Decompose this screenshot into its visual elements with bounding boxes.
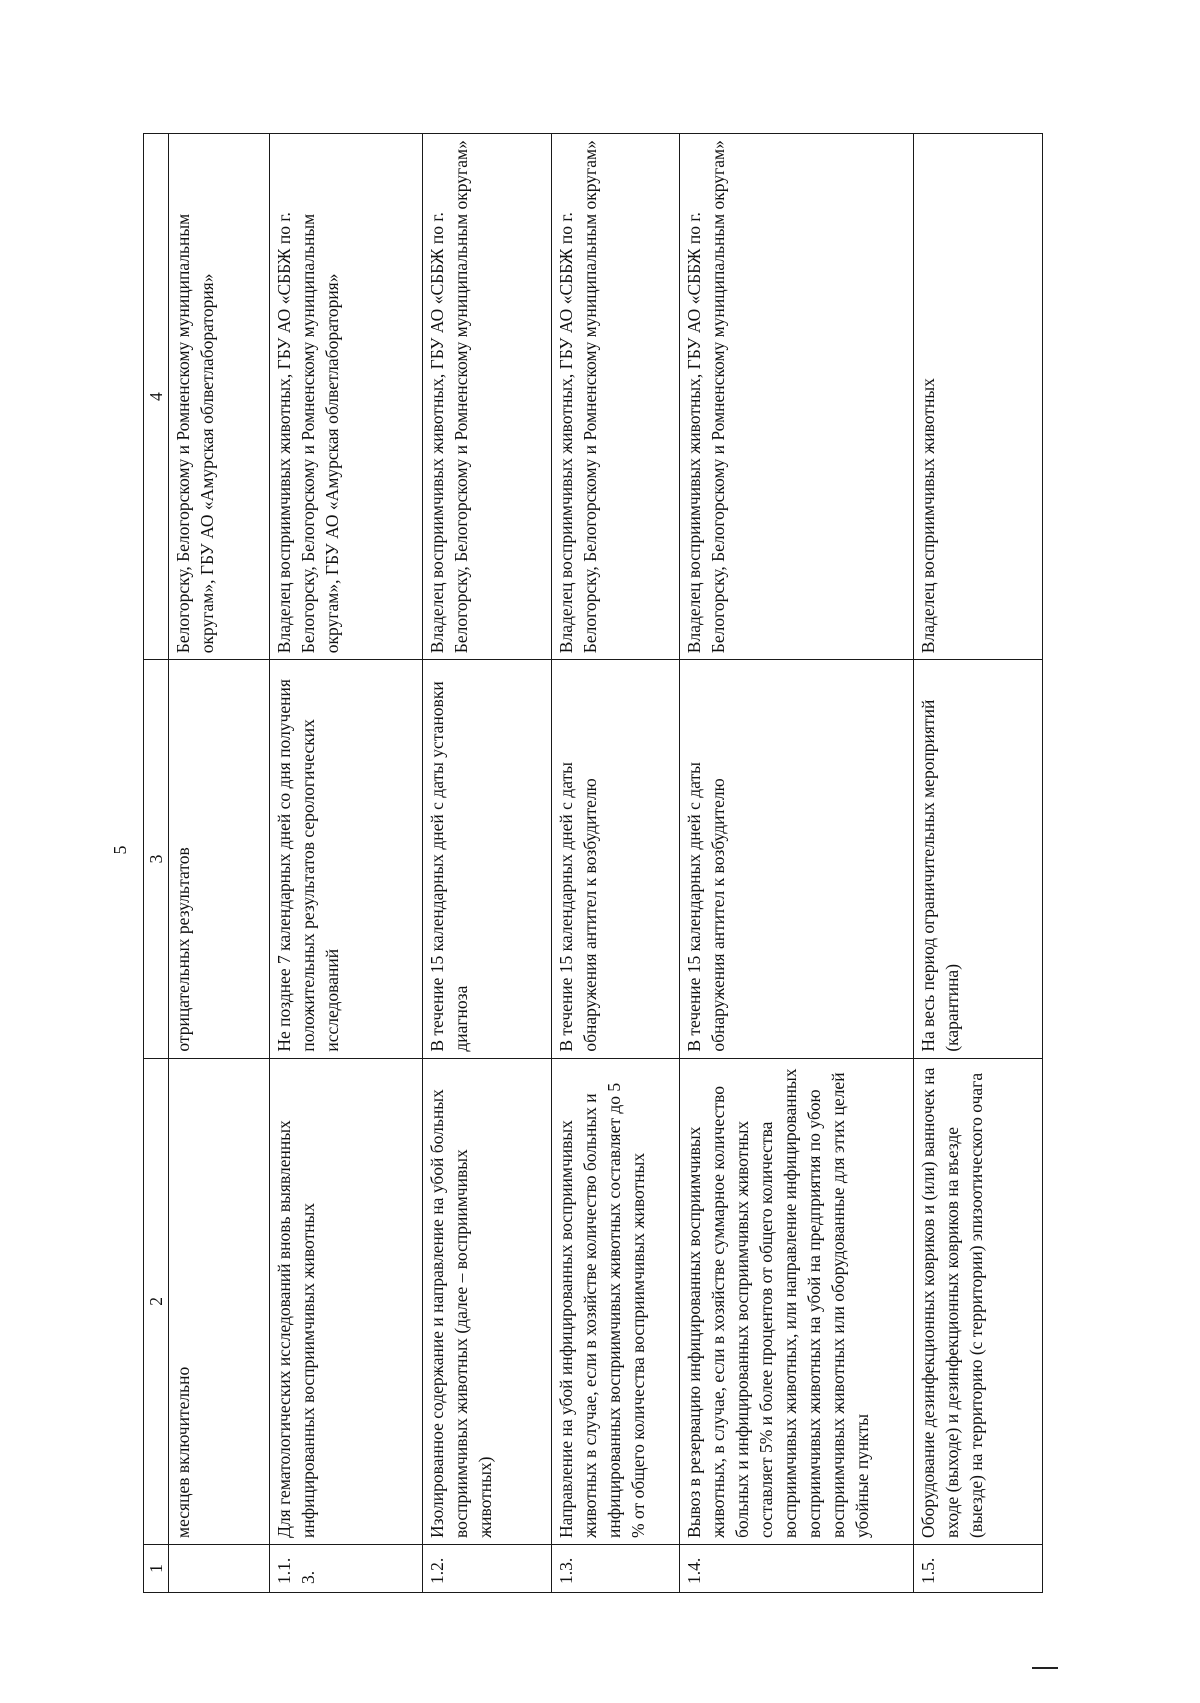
measure-cell: Изолированное содержание и направление на убой больных восприимчивых животных (далее – восприимчивых животных) (423, 1058, 552, 1544)
measures-table (143, 133, 1043, 1593)
term-cell: На весь период ограничительных мероприятий (карантина) (914, 660, 1043, 1058)
responsible-cell: Владелец восприимчивых животных, ГБУ АО «СББЖ по г. Белогорску, Белогорскому и Ромненскому муниципальным округам», ГБУ АО «Амурская облветлаборатория» (269, 134, 423, 660)
row-number-cell: 1.1.3. (269, 1544, 423, 1592)
header-cell-1: 1 (144, 1544, 169, 1592)
row-number-cell: 1.5. (914, 1544, 1043, 1592)
row-number-cell: 1.4. (680, 1544, 914, 1592)
responsible-cell: Владелец восприимчивых животных, ГБУ АО «СББЖ по г. Белогорску, Белогорскому и Ромненскому муниципальным округам» (551, 134, 680, 660)
table-header-row (144, 134, 169, 1593)
table-row (269, 134, 423, 1593)
term-cell: В течение 15 календарных дней с даты установки диагноза (423, 660, 552, 1058)
row-number-cell: 1.2. (423, 1544, 552, 1592)
responsible-cell: Владелец восприимчивых животных (914, 134, 1043, 660)
page-number: 5 (110, 845, 130, 855)
table-row (551, 134, 680, 1593)
table-row (169, 134, 269, 1593)
responsible-cell: Владелец восприимчивых животных, ГБУ АО «СББЖ по г. Белогорску, Белогорскому и Ромненскому муниципальным округам» (680, 134, 914, 660)
measure-cell: Для гематологических исследований вновь выявленных инфицированных восприимчивых животных (269, 1058, 423, 1544)
rotated-table-container (143, 133, 1043, 1593)
responsible-cell: Белогорску, Белогорскому и Ромненскому муниципальным округам», ГБУ АО «Амурская облветлаборатория» (169, 134, 269, 660)
term-cell: Не позднее 7 календарных дней со дня получения положительных результатов серологических исследований (269, 660, 423, 1058)
row-number-cell: 1.3. (551, 1544, 680, 1592)
header-cell-4: 4 (144, 134, 169, 660)
measure-cell: Оборудование дезинфекционных ковриков и (или) ванночек на входе (выходе) и дезинфекционных ковриков на въезде (выезде) на территорию (с территории) эпизоотического очага (914, 1058, 1043, 1544)
measure-cell: Направление на убой инфицированных восприимчивых животных в случае, если в хозяйстве количество больных и инфицированных восприимчивых животных составляет до 5 % от общего количества восприимчивых животных (551, 1058, 680, 1544)
term-cell: отрицательных результатов (169, 660, 269, 1058)
header-cell-2: 2 (144, 1058, 169, 1544)
term-cell: В течение 15 календарных дней с даты обнаружения антител к возбудителю (551, 660, 680, 1058)
table-row (680, 134, 914, 1593)
term-cell: В течение 15 календарных дней с даты обнаружения антител к возбудителю (680, 660, 914, 1058)
row-number-cell (169, 1544, 269, 1592)
page-edge-mark (1032, 1667, 1058, 1669)
table-row (914, 134, 1043, 1593)
table-row (423, 134, 552, 1593)
measure-cell: месяцев включительно (169, 1058, 269, 1544)
responsible-cell: Владелец восприимчивых животных, ГБУ АО «СББЖ по г. Белогорску, Белогорскому и Ромненскому муниципальным округам» (423, 134, 552, 660)
measure-cell: Вывоз в резервацию инфицированных восприимчивых животных, в случае, если в хозяйстве суммарное количество больных и инфицированных восприимчивых животных составляет 5% и более процентов от общего количества восприимчивых животных, или направление инфицированных восприимчивых животных на убой на предприятия по убою восприимчивых животных или оборудованные для этих целей убойные пункты (680, 1058, 914, 1544)
header-cell-3: 3 (144, 660, 169, 1058)
